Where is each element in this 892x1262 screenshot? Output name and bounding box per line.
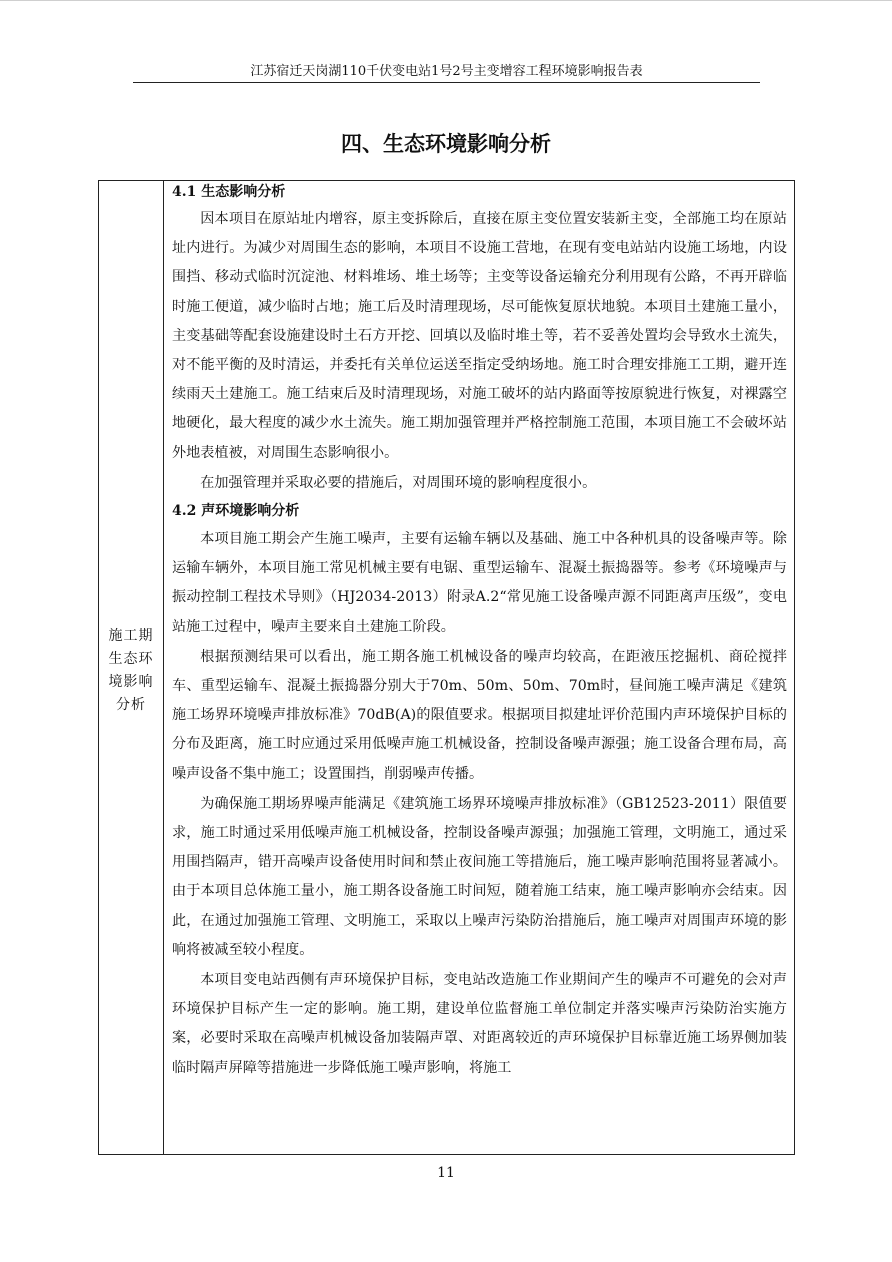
top-border-line [0, 0, 892, 1]
row-label: 施工期生态环境影响分析 [108, 628, 154, 713]
analysis-table [98, 180, 795, 1155]
page-number: 11 [437, 1165, 455, 1181]
paragraph: 在加强管理并采取必要的措施后，对周围环境的影响程度很小。 [200, 474, 597, 491]
paragraph: 根据预测结果可以看出，施工期各施工机械设备的噪声均较高，在距液压挖掘机、商砼搅拌车、重型运输车、混凝土振捣器分别大于70m、50m、50m、70m时，昼间施工噪声满足《建筑施工场界环境噪声排放标准》70dB(A)的限值要求。根据项目拟建址评价范围内声环境保护目标的分布及距离，施工时应通过采用低噪声施工机械设备，控制设备噪声源强；施工设备合理布局，高噪声设备不集中施工；设置围挡，削弱噪声传播。 [172, 648, 787, 782]
header-divider [133, 82, 760, 83]
paragraph: 本项目变电站西侧有声环境保护目标，变电站改造施工作业期间产生的噪声不可避免的会对声环境保护目标产生一定的影响。施工期，建设单位监督施工单位制定并落实噪声污染防治实施方案，必要时采取在高噪声机械设备加装隔声罩、对距离较近的声环境保护目标靠近施工场界侧加装临时隔声屏障等措施进一步降低施工噪声影响，将施工 [172, 972, 787, 1076]
section-title: 四、生态环境影响分析 [341, 131, 551, 156]
content-cell [165, 181, 794, 1154]
subsection-heading-noise: 4.2 声环境影响分析 [172, 503, 300, 520]
subsection-heading-ecology: 4.1 生态影响分析 [172, 184, 286, 200]
running-header: 江苏宿迁天岗湖110千伏变电站1号2号主变增容工程环境影响报告表 [250, 64, 643, 79]
row-label-cell [99, 181, 164, 1154]
paragraph: 本项目施工期会产生施工噪声，主要有运输车辆以及基础、施工中各种机具的设备噪声等。除运输车辆外，本项目施工常见机械主要有电锯、重型运输车、混凝土振捣器等。参考《环境噪声与振动控制工程技术导则》（HJ2034-2013）附录A.2“常见施工设备噪声源不同距离声压级”，变电站施工过程中，噪声主要来自土建施工阶段。 [172, 531, 787, 635]
paragraph: 为确保施工期场界噪声能满足《建筑施工场界环境噪声排放标准》（GB12523-2011）限值要求，施工时通过采用低噪声施工机械设备，控制设备噪声源强；加强施工管理，文明施工，通过采用围挡隔声，错开高噪声设备使用时间和禁止夜间施工等措施后，施工噪声影响范围将显著减小。由于本项目总体施工量小，施工期各设备施工时间短，随着施工结束，施工噪声影响亦会结束。因此，在通过加强施工管理、文明施工，采取以上噪声污染防治措施后，施工噪声对周围声环境的影响将被减至较小程度。 [172, 795, 787, 958]
paragraph: 因本项目在原站址内增容，原主变拆除后，直接在原主变位置安装新主变，全部施工均在原站址内进行。为减少对周围生态的影响，本项目不设施工营地，在现有变电站站内设施工场地，内设围挡、移动式临时沉淀池、材料堆场、堆土场等；主变等设备运输充分利用现有公路，不再开辟临时施工便道，减少临时占地；施工后及时清理现场，尽可能恢复原状地貌。本项目土建施工量小，主变基础等配套设施建设时土石方开挖、回填以及临时堆土等，若不妥善处置均会导致水土流失，对不能平衡的及时清运，并委托有关单位运送至指定受纳场地。施工时合理安排施工工期，避开连续雨天土建施工。施工结束后及时清理现场，对施工破坏的站内路面等按原貌进行恢复，对裸露空地硬化，最大程度的减少水土流失。施工期加强管理并严格控制施工范围，本项目施工不会破坏站外地表植被，对周围生态影响很小。 [172, 211, 787, 461]
